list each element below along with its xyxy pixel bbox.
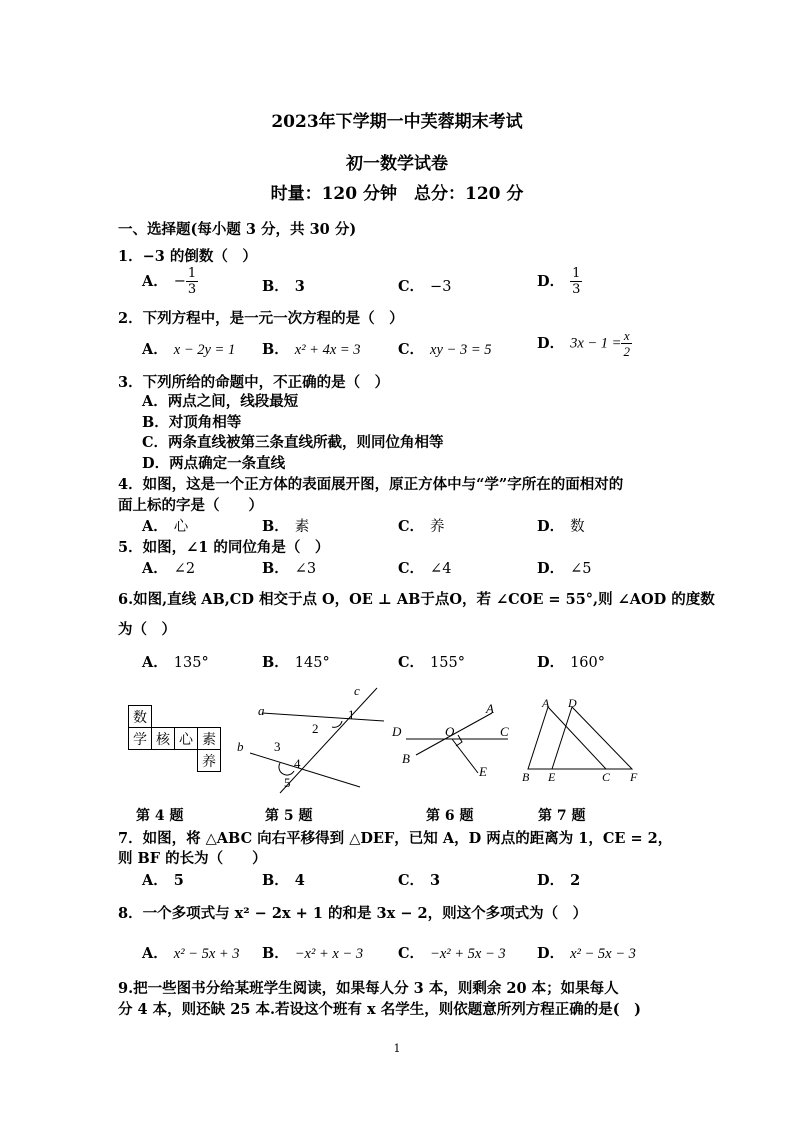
fraction-denominator: 3 (187, 282, 197, 297)
option-value: 3x − 1 = (570, 335, 622, 352)
fraction-denominator: 3 (572, 282, 581, 297)
option-label: C． (398, 560, 425, 577)
q8-option-a (142, 942, 240, 963)
q6-option-b (262, 651, 330, 672)
q9-stem-line2: 分 4 本，则还缺 25 本.若设这个班有 x 名学生，则依题意所列方程正确的是( ) (118, 1001, 641, 1018)
q4-option-a (142, 515, 188, 536)
option-value: 160° (570, 655, 606, 671)
angle-label-5: 5 (284, 775, 291, 790)
option-label: D． (537, 654, 565, 671)
net-cell: 学 (129, 728, 152, 750)
point-c-label: C (602, 770, 611, 784)
option-value: 心 (173, 519, 189, 535)
point-d-label: D (568, 696, 577, 710)
option-value: ∠3 (294, 561, 317, 577)
net-cell: 数 (129, 706, 152, 728)
figure-q5-lines (232, 683, 392, 795)
q8-stem: 8．一个多项式与 x² − 2x + 1 的和是 3x − 2，则这个多项式为（ ） (118, 905, 588, 922)
q2-option-a (142, 338, 235, 359)
q1-option-d (537, 266, 582, 297)
fraction-numerator: 1 (572, 266, 581, 281)
point-c-label: C (500, 724, 509, 739)
option-value: −x² + x − 3 (294, 946, 364, 962)
q4-option-d (537, 515, 585, 536)
q8-option-c (398, 942, 506, 963)
option-label: B． (262, 341, 289, 358)
option-value: 3 (294, 278, 305, 295)
q7-option-b (262, 869, 305, 890)
triangle-def (552, 707, 632, 769)
figure-q7-triangles (518, 695, 648, 785)
option-value: 5 (173, 872, 184, 889)
option-label: A． (142, 872, 168, 889)
exam-subtitle: 初一数学试卷 (346, 154, 448, 174)
option-value: x² + 4x = 3 (294, 342, 361, 358)
option-label: C． (398, 654, 425, 671)
q4-option-b (262, 515, 309, 536)
option-value: ∠5 (570, 561, 592, 577)
q6-option-a (142, 651, 209, 672)
point-d-label: D (392, 724, 402, 739)
fraction-denominator: 2 (623, 344, 630, 359)
angle-arc (279, 763, 294, 775)
q7-option-d (537, 869, 580, 890)
q5-option-a (142, 557, 195, 578)
option-label: B． (262, 872, 289, 889)
q6-stem-line1: 6.如图,直线 AB,CD 相交于点 O，OE ⊥ AB于点O，若 ∠COE = 55°,则 ∠AOD 的度数 (118, 591, 715, 608)
point-b-label: B (522, 770, 530, 784)
angle-label-3: 3 (274, 739, 281, 754)
fraction-numerator: x (621, 328, 632, 344)
point-o-label: O (445, 724, 455, 739)
option-value: 2 (570, 872, 581, 889)
q2-option-b (262, 338, 361, 359)
net-cell: 养 (198, 750, 221, 772)
q1-option-c (398, 275, 451, 296)
caption-q6: 第 6 题 (426, 808, 474, 824)
option-value: x² − 5x − 3 (570, 946, 636, 962)
option-value: 135° (173, 655, 209, 671)
q1-stem: 1．−3 的倒数（ ） (118, 248, 257, 265)
q4-option-c (398, 515, 445, 536)
option-value: −3 (430, 279, 452, 295)
option-label: C． (398, 872, 425, 889)
q3-stem: 3．下列所给的命题中，不正确的是（ ） (118, 374, 390, 391)
option-value: 养 (430, 519, 445, 535)
option-value: ∠4 (430, 561, 452, 577)
q5-option-b (262, 557, 316, 578)
option-value: 4 (294, 872, 305, 889)
q4-stem-line1: 4．如图，这是一个正方体的表面展开图，原正方体中与“学”字所在的面相对的 (118, 476, 624, 493)
option-label: A． (142, 560, 168, 577)
ray-oe (452, 739, 478, 773)
q2-stem: 2．下列方程中，是一元一次方程的是（ ） (118, 310, 404, 327)
option-label: D． (537, 272, 565, 290)
option-label: B． (262, 945, 289, 962)
net-cell: 核 (152, 728, 175, 750)
net-cell: 素 (198, 728, 221, 750)
q8-option-b (262, 942, 363, 963)
fraction-numerator: 1 (187, 266, 197, 281)
angle-label-1: 1 (348, 707, 355, 722)
option-label: A． (142, 945, 168, 962)
option-label: D． (537, 945, 565, 962)
option-value: x² − 5x + 3 (173, 946, 240, 962)
option-label: A． (142, 341, 168, 358)
q1-option-b (262, 275, 305, 296)
caption-q4: 第 4 题 (136, 808, 184, 824)
q1-option-a (142, 266, 198, 297)
option-label: A． (142, 654, 168, 671)
label-c: c (354, 683, 360, 698)
triangle-abc (528, 707, 606, 769)
option-label: C． (398, 278, 425, 295)
line-b (250, 753, 360, 787)
section-heading: 一、选择题(每小题 3 分，共 30 分) (118, 221, 357, 238)
option-label: B． (262, 278, 289, 295)
q3-option-a: A．两点之间，线段最短 (142, 393, 299, 410)
figure-q6-lines (388, 695, 518, 785)
option-label: D． (537, 872, 565, 889)
caption-q5: 第 5 题 (265, 808, 313, 824)
option-label: D． (537, 334, 565, 352)
angle-arc (332, 721, 342, 727)
option-value: xy − 3 = 5 (430, 342, 492, 358)
option-label: C． (398, 341, 425, 358)
q6-option-d (537, 651, 605, 672)
option-value: 素 (294, 519, 310, 535)
option-value: 3 (430, 872, 441, 889)
exam-info: 时量：120 分钟 总分：120 分 (270, 184, 524, 204)
option-label: B． (262, 518, 289, 535)
q6-option-c (398, 651, 465, 672)
q2-option-c (398, 338, 492, 359)
point-a-label: A (542, 696, 550, 710)
q8-option-d (537, 942, 636, 963)
option-label: C． (398, 945, 425, 962)
net-cell: 心 (175, 728, 198, 750)
q7-stem-line1: 7．如图，将 △ABC 向右平移得到 △DEF，已知 A，D 两点的距离为 1，CE = 2， (118, 830, 673, 847)
option-value: x − 2y = 1 (173, 342, 236, 358)
q9-stem-line1: 9.把一些图书分给某班学生阅读，如果每人分 3 本，则剩余 20 本；如果每人 (118, 980, 619, 997)
caption-q7: 第 7 题 (538, 808, 586, 824)
option-label: B． (262, 654, 289, 671)
point-f-label: F (630, 770, 638, 784)
q7-option-a (142, 869, 184, 890)
point-a-label: A (486, 701, 494, 716)
exam-title: 2023年下学期一中芙蓉期末考试 (271, 112, 523, 132)
right-angle-mark (456, 735, 462, 746)
option-label: A． (142, 272, 168, 290)
q3-option-b: B．对顶角相等 (142, 414, 242, 431)
point-b-label: B (402, 751, 410, 766)
angle-label-4: 4 (294, 756, 301, 771)
q7-stem-line2: 则 BF 的长为（ ） (118, 850, 267, 867)
q4-stem-line2: 面上标的字是（ ） (118, 497, 263, 514)
q5-option-d (537, 557, 591, 578)
label-a: a (258, 703, 265, 718)
cube-net-figure (128, 705, 221, 772)
label-b: b (237, 739, 244, 754)
point-e-label: E (479, 764, 487, 779)
q3-option-d: D．两点确定一条直线 (142, 455, 286, 472)
option-label: B． (262, 560, 289, 577)
q7-option-c (398, 869, 440, 890)
q3-option-c: C．两条直线被第三条直线所截，则同位角相等 (142, 434, 444, 451)
q2-option-d (537, 328, 632, 359)
angle-label-2: 2 (312, 721, 319, 736)
option-value: ∠2 (173, 561, 196, 577)
option-label: D． (537, 518, 565, 535)
q5-stem: 5．如图，∠1 的同位角是（ ） (118, 539, 330, 556)
option-label: D． (537, 560, 565, 577)
option-label: C． (398, 518, 425, 535)
option-value: −x² + 5x − 3 (430, 946, 506, 962)
point-e-label: E (548, 770, 556, 784)
option-value: 数 (570, 519, 585, 535)
page-number: 1 (393, 1042, 401, 1055)
option-value: 155° (430, 655, 465, 671)
line-a (262, 713, 384, 721)
q5-option-c (398, 557, 451, 578)
option-label: A． (142, 518, 168, 535)
q6-stem-line2: 为（ ） (118, 621, 176, 638)
option-sign: − (173, 273, 186, 290)
option-value: 145° (294, 655, 330, 671)
